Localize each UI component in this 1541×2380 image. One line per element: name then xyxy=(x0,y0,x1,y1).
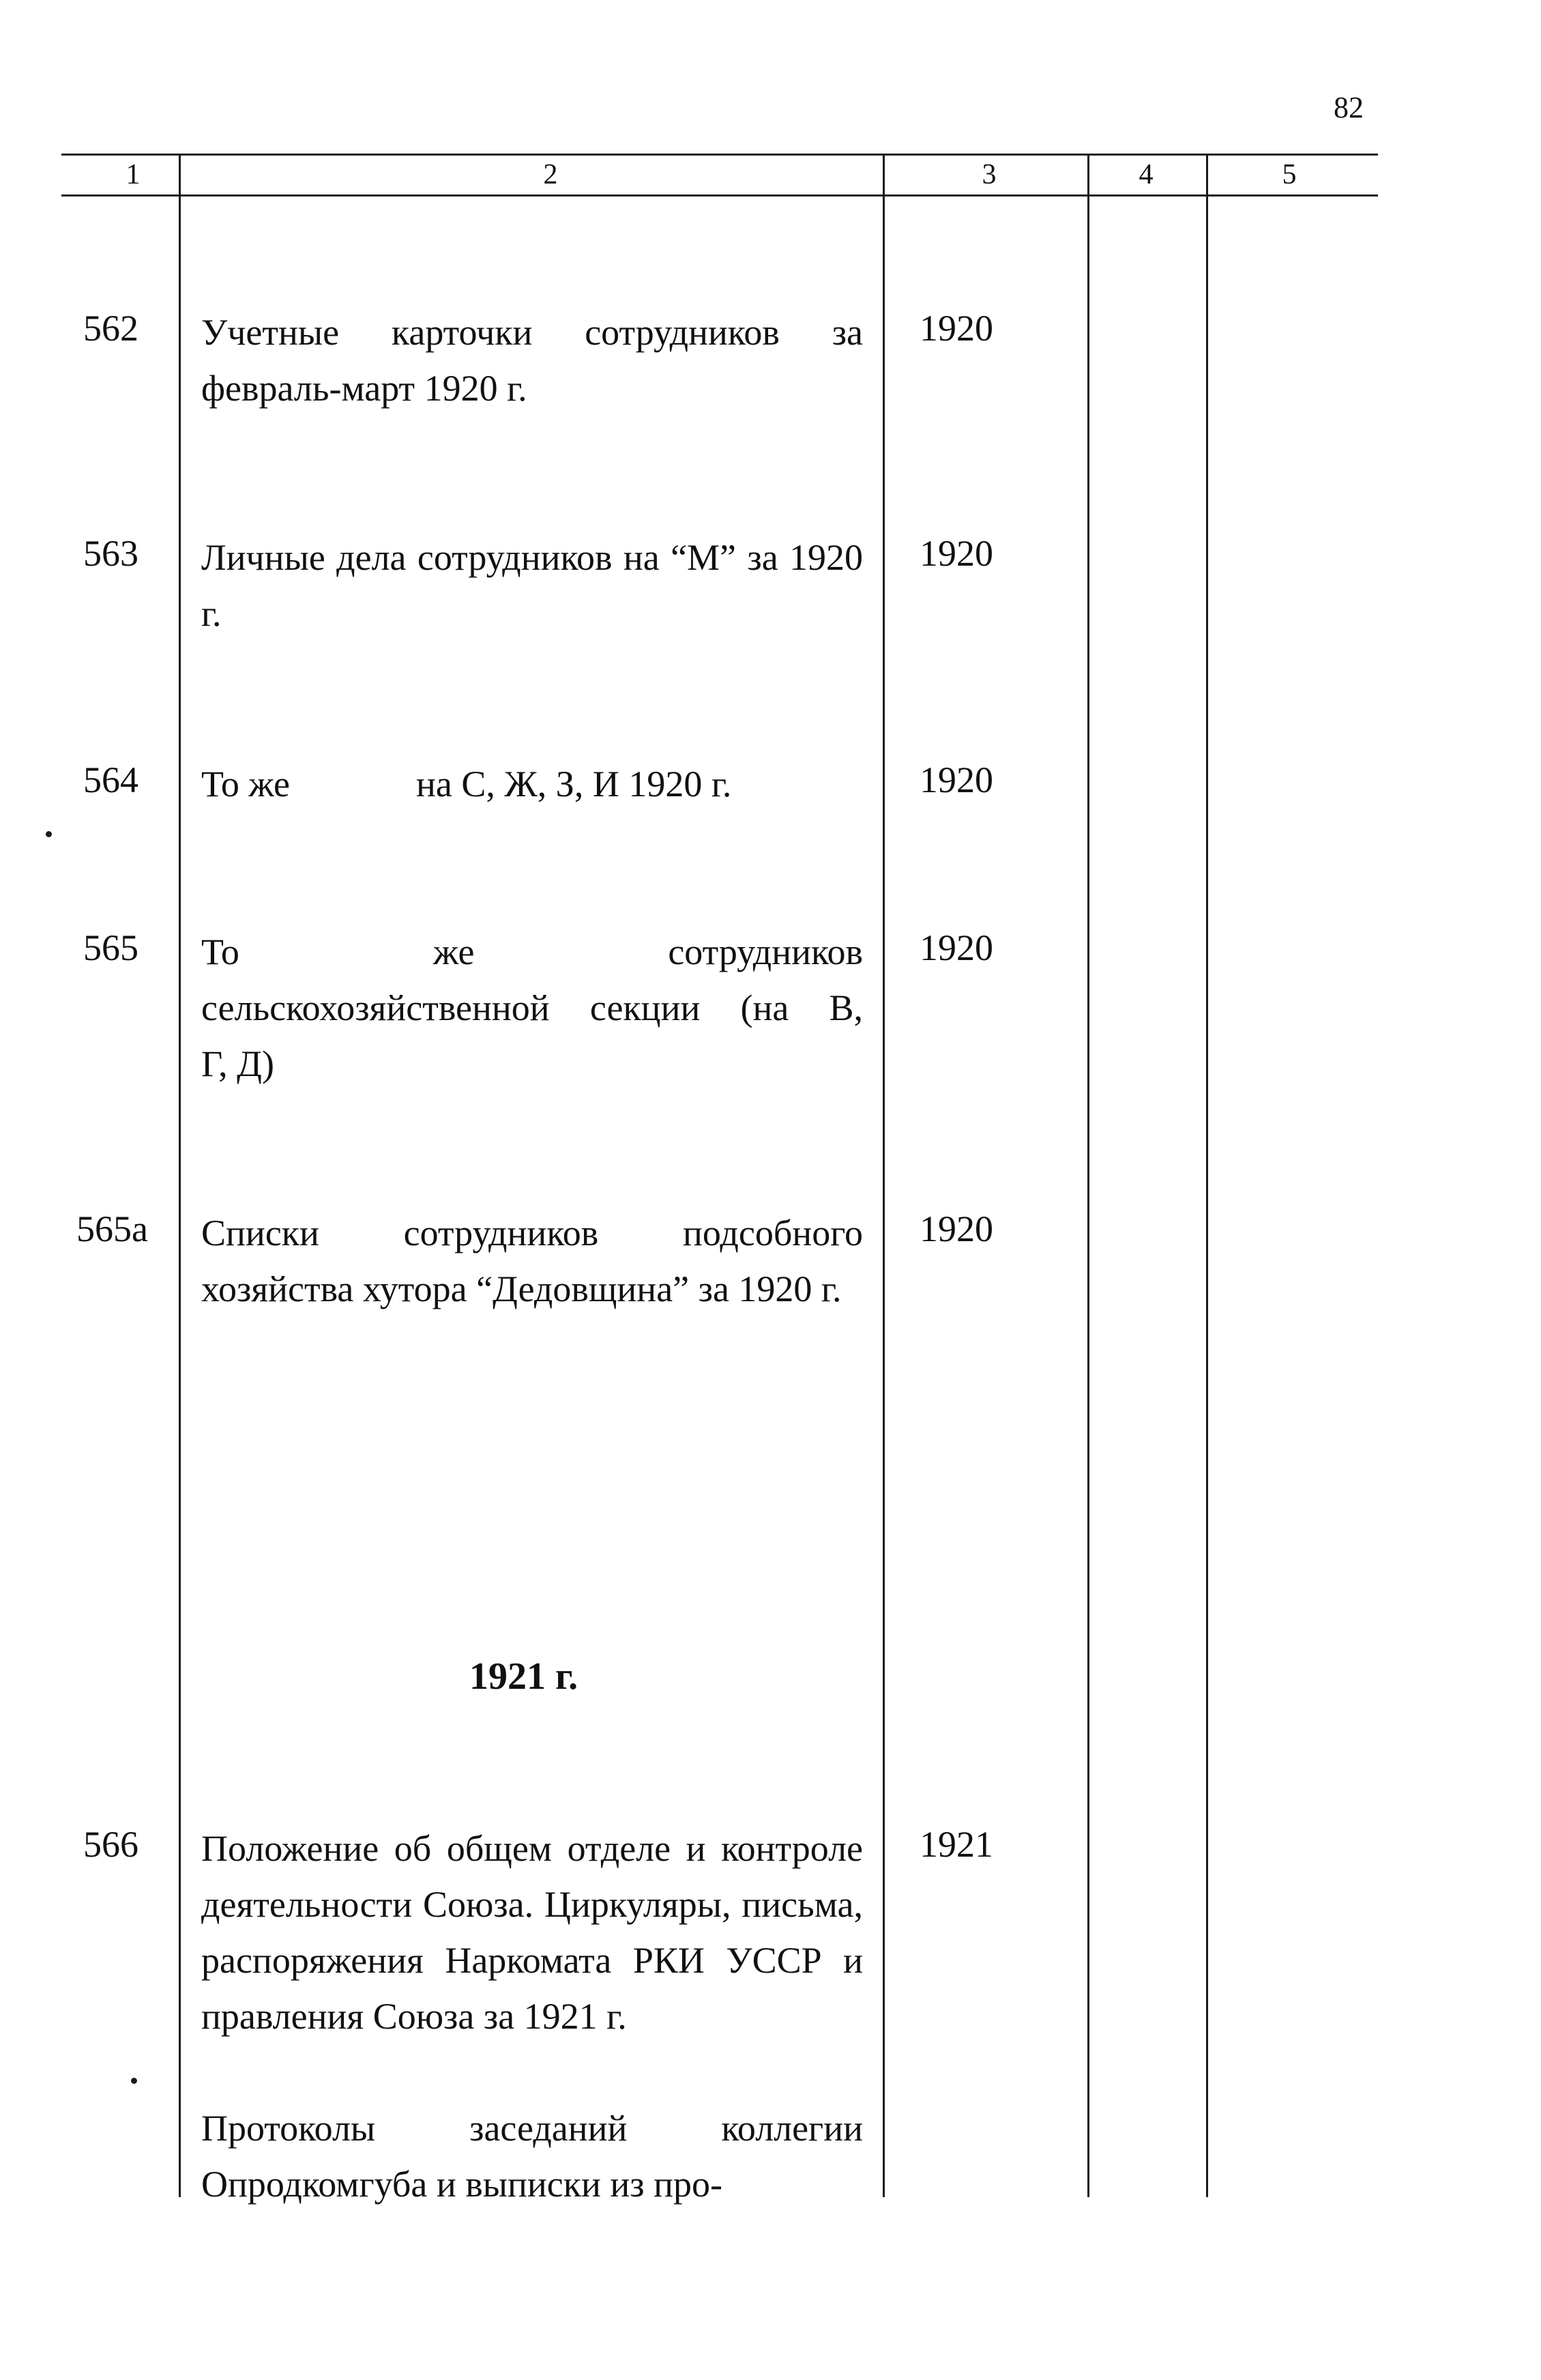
entry-number: 565а xyxy=(76,1208,148,1249)
stray-dot xyxy=(46,831,52,837)
entry-description: Учетные карточки сотрудников за февраль-март 1920 г. xyxy=(201,312,863,409)
column-divider xyxy=(1087,154,1089,2197)
page-number: 82 xyxy=(1334,91,1364,124)
column-number: 5 xyxy=(1282,159,1297,190)
entry-year: 1921 xyxy=(920,1824,993,1865)
entry-description-part: То же xyxy=(201,764,290,804)
entry-year: 1920 xyxy=(920,927,993,968)
entry-year: 1920 xyxy=(920,533,993,574)
entry-description: Списки сотрудников подсобного хозяйства хутора “Дедовщина” за 1920 г. xyxy=(201,1213,863,1309)
entry-year: 1920 xyxy=(920,759,993,800)
entry-description xyxy=(201,924,863,1092)
column-divider xyxy=(179,154,181,2197)
column-divider xyxy=(883,154,885,2197)
entry-number: 563 xyxy=(83,533,138,574)
continuation-text: Протоколы заседаний коллегии Опродкомгуба и выписки из про- xyxy=(201,2108,863,2205)
entry-number: 565 xyxy=(83,927,138,968)
header-bottom-rule xyxy=(61,194,1378,197)
stray-dot xyxy=(131,2078,137,2084)
column-number: 4 xyxy=(1139,159,1154,190)
column-number: 2 xyxy=(543,159,558,190)
column-divider xyxy=(1206,154,1208,2197)
entry-description: Личные дела сотрудников на “М” за 1920 г. xyxy=(201,537,863,634)
entry-year: 1920 xyxy=(920,308,993,349)
column-number: 1 xyxy=(126,159,141,190)
header-top-rule xyxy=(61,154,1378,156)
entry-year: 1920 xyxy=(920,1208,993,1249)
entry-description-line: сельскохозяйственной секции (на В, xyxy=(201,987,863,1028)
entry-description xyxy=(201,756,863,812)
entry-number: 562 xyxy=(83,308,138,349)
entry-number: 566 xyxy=(83,1824,138,1865)
entry-description-line: Г, Д) xyxy=(201,1043,274,1084)
section-heading: 1921 г. xyxy=(469,1655,578,1698)
entry-description-part: на С, Ж, З, И 1920 г. xyxy=(416,764,732,804)
column-number: 3 xyxy=(982,159,997,190)
entry-description-line: То же сотрудников xyxy=(201,931,863,972)
entry-number: 564 xyxy=(83,759,138,800)
entry-description: Положение об общем отделе и контроле деятельности Союза. Циркуляры, письма, распоряжения Наркомата РКИ УССР и правления Союза за 1921 г. xyxy=(201,1828,863,2037)
